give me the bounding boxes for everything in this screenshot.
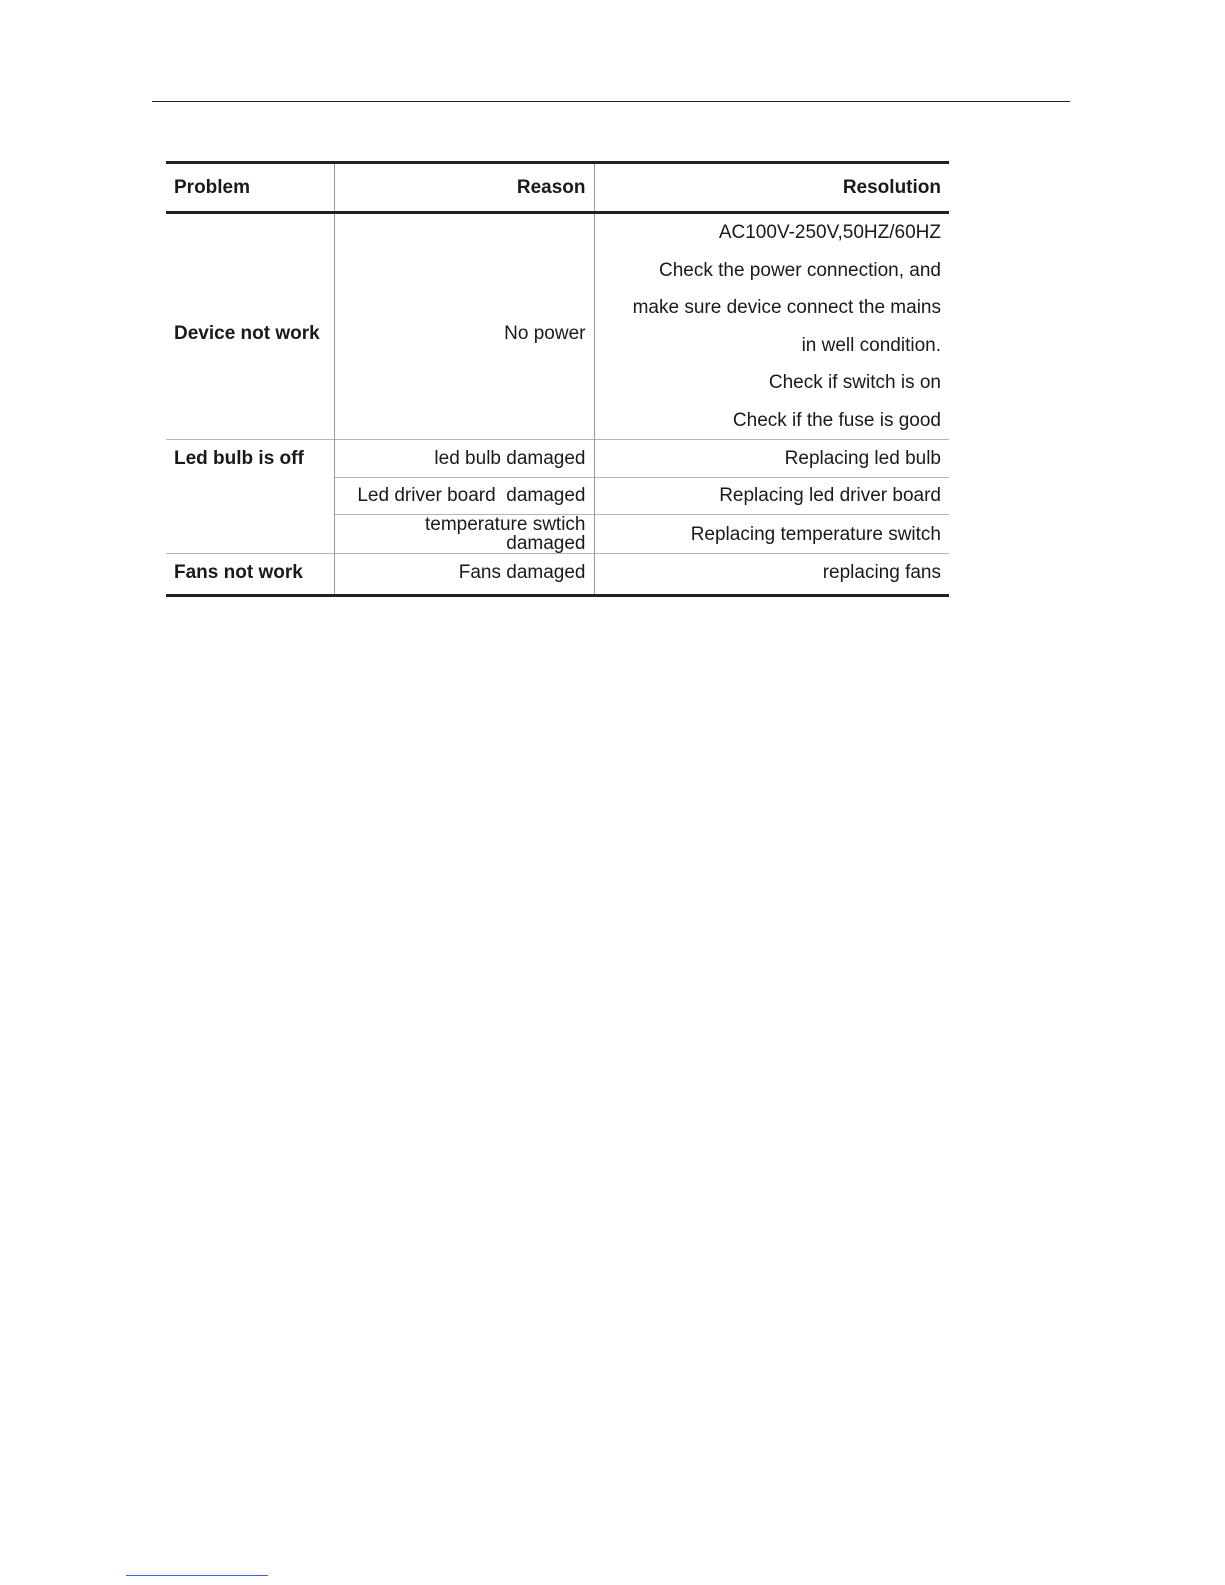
resolution-cell: Replacing led bulb [594,440,949,478]
reason-cell: led bulb damaged [334,440,594,478]
reason-cell: Led driver board damaged [334,477,594,515]
reason-cell: No power [334,213,594,440]
resolution-line: make sure device connect the mains [632,297,941,318]
header-resolution: Resolution [842,177,941,198]
header-problem: Problem [174,177,251,198]
reason-cell: Fans damaged [334,554,594,596]
problem-cell: Fans not work [166,554,334,596]
resolution-cell: Replacing temperature switch [594,515,949,554]
resolution-line: Check if switch is on [768,372,941,393]
troubleshooting-table [166,161,949,597]
resolution-cell [594,213,949,440]
resolution-cell: Replacing led driver board [594,477,949,515]
table-row [166,213,949,440]
resolution-line: in well condition. [801,334,941,356]
table-row [166,554,949,596]
reason-cell: temperature swtich damaged [334,515,594,554]
resolution-cell: replacing fans [594,554,949,596]
resolution-line: AC100V-250V,50HZ/60HZ [718,222,941,243]
footer-rule [126,1575,268,1576]
resolution-line: Check if the fuse is good [732,409,941,431]
problem-cell: Led bulb is off [166,440,334,554]
header-reason: Reason [334,163,594,213]
resolution-line: Check the power connection, and [658,259,941,281]
problem-cell: Device not work [166,213,334,440]
table-row [166,440,949,478]
header-rule [152,101,1070,102]
table-header-row [166,163,949,213]
